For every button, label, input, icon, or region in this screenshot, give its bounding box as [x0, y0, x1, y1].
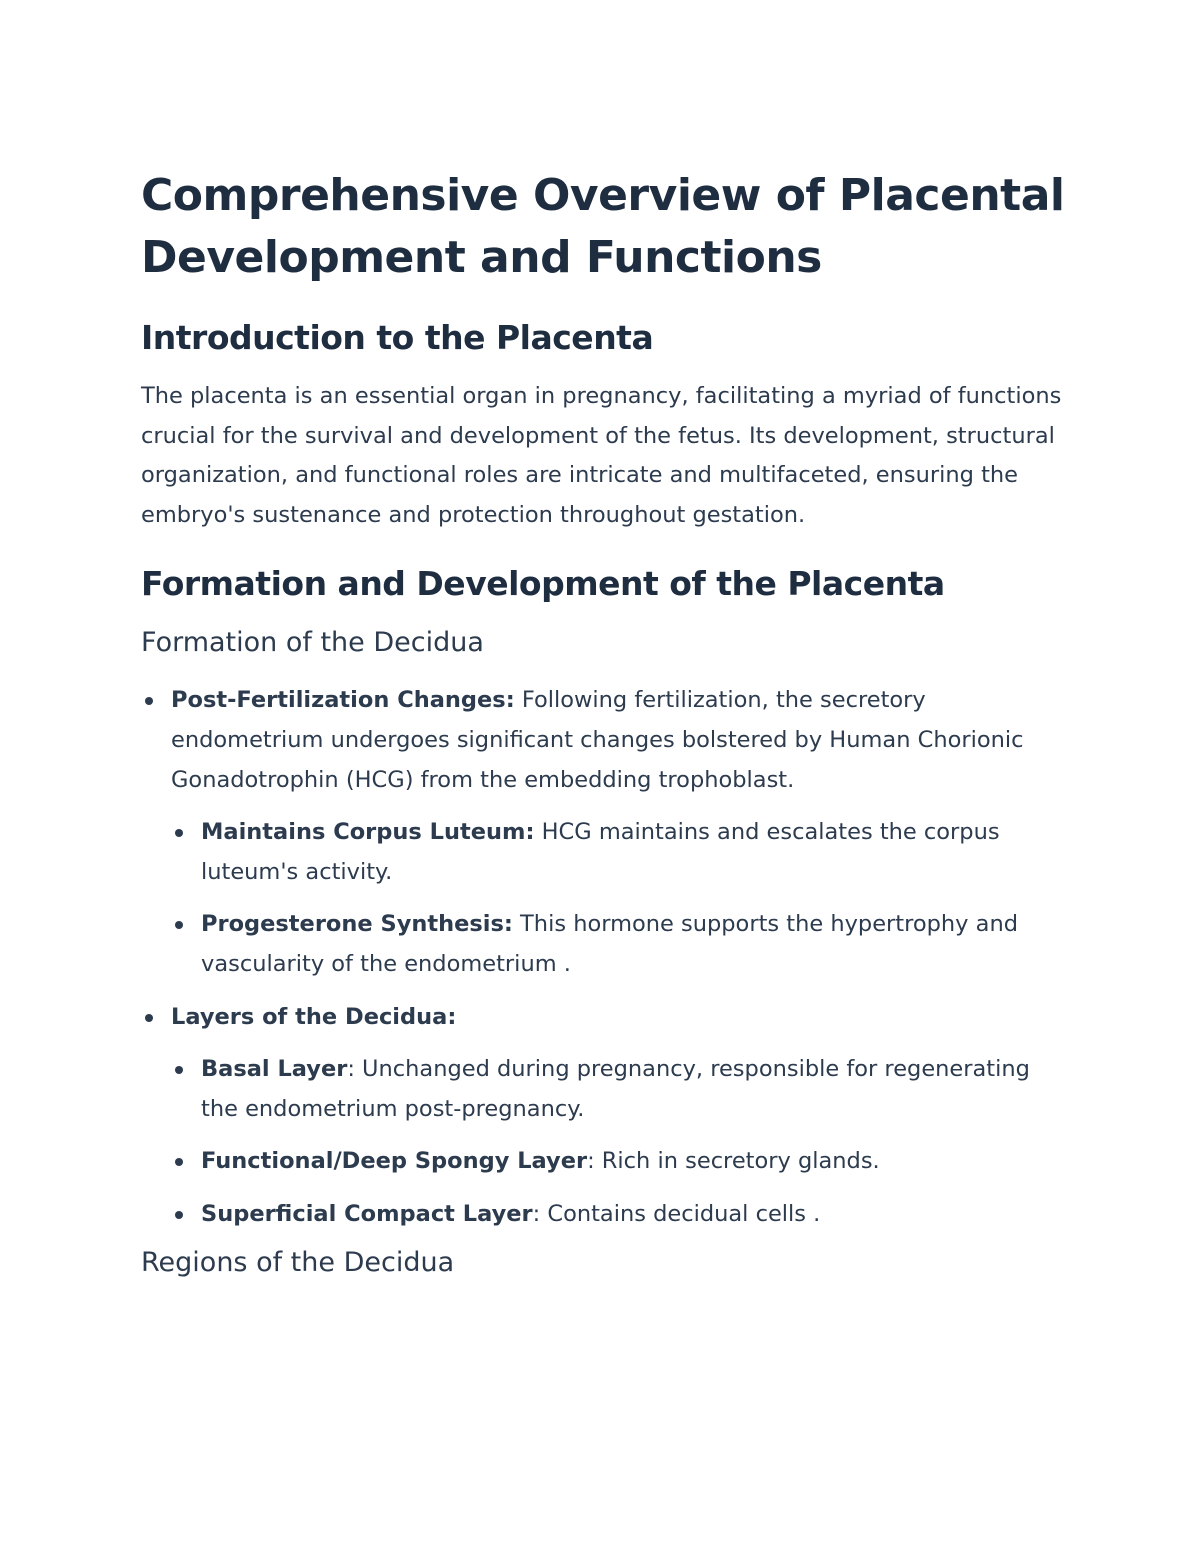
- list-item-term: Post-Fertilization Changes:: [171, 687, 515, 714]
- bullet-icon: [175, 1066, 183, 1074]
- list-item-term: Basal Layer: [201, 1056, 348, 1083]
- bullet-icon: [175, 1211, 183, 1219]
- list-item-term: Maintains Corpus Luteum:: [201, 819, 535, 846]
- section-heading-formation: Formation and Development of the Placenta: [141, 564, 945, 604]
- sublist: [171, 813, 1071, 984]
- list-item-text: : Contains decidual cells .: [532, 1200, 821, 1227]
- bullet-icon: [175, 829, 183, 837]
- page-title: Comprehensive Overview of Placental Development and Functions: [141, 170, 1065, 283]
- subsection-heading-decidua: Formation of the Decidua: [141, 627, 484, 659]
- list-item-term: Functional/Deep Spongy Layer: [201, 1148, 588, 1175]
- bullet-icon: [145, 1014, 153, 1022]
- list-item: [171, 1195, 1071, 1235]
- list-item-term: Superficial Compact Layer: [201, 1200, 533, 1227]
- document-page: [141, 165, 1071, 1281]
- sublist: [171, 1050, 1071, 1234]
- list-item: [141, 998, 1071, 1235]
- list-item: [141, 681, 1071, 984]
- subsection-heading-regions: Regions of the Decidua: [141, 1246, 455, 1278]
- list-item: [171, 1142, 1071, 1182]
- list-item-text: : Rich in secretory glands.: [587, 1148, 880, 1175]
- list-item: [171, 905, 1071, 984]
- decidua-list: [141, 681, 1071, 1234]
- list-item: [171, 813, 1071, 892]
- list-item-text: HCG maintains and escalates the corpus luteum's activity.: [201, 819, 1000, 885]
- list-item-text: : Unchanged during pregnancy, responsible for regenerating the endometrium post-pregnancy.: [201, 1056, 1030, 1122]
- bullet-icon: [175, 1158, 183, 1166]
- list-item-text: Following fertilization, the secretory endometrium undergoes significant changes bolstered by Human Chorionic Gonadotrophin (HCG) from the embedding trophoblast.: [171, 687, 1024, 793]
- list-item: [171, 1050, 1071, 1129]
- bullet-icon: [145, 697, 153, 705]
- bullet-icon: [175, 921, 183, 929]
- intro-paragraph: The placenta is an essential organ in pregnancy, facilitating a myriad of functions crucial for the survival and development of the fetus. Its development, structural organization, and functional roles are intricate and multifaceted, ensuring the embryo's sustenance and protection throughout gestation.: [141, 383, 1062, 528]
- section-heading-introduction: Introduction to the Placenta: [141, 318, 654, 357]
- list-item-text: This hormone supports the hypertrophy and vascularity of the endometrium .: [201, 911, 1018, 977]
- list-item-term: Layers of the Decidua:: [171, 1003, 457, 1030]
- list-item-term: Progesterone Synthesis:: [201, 911, 513, 938]
